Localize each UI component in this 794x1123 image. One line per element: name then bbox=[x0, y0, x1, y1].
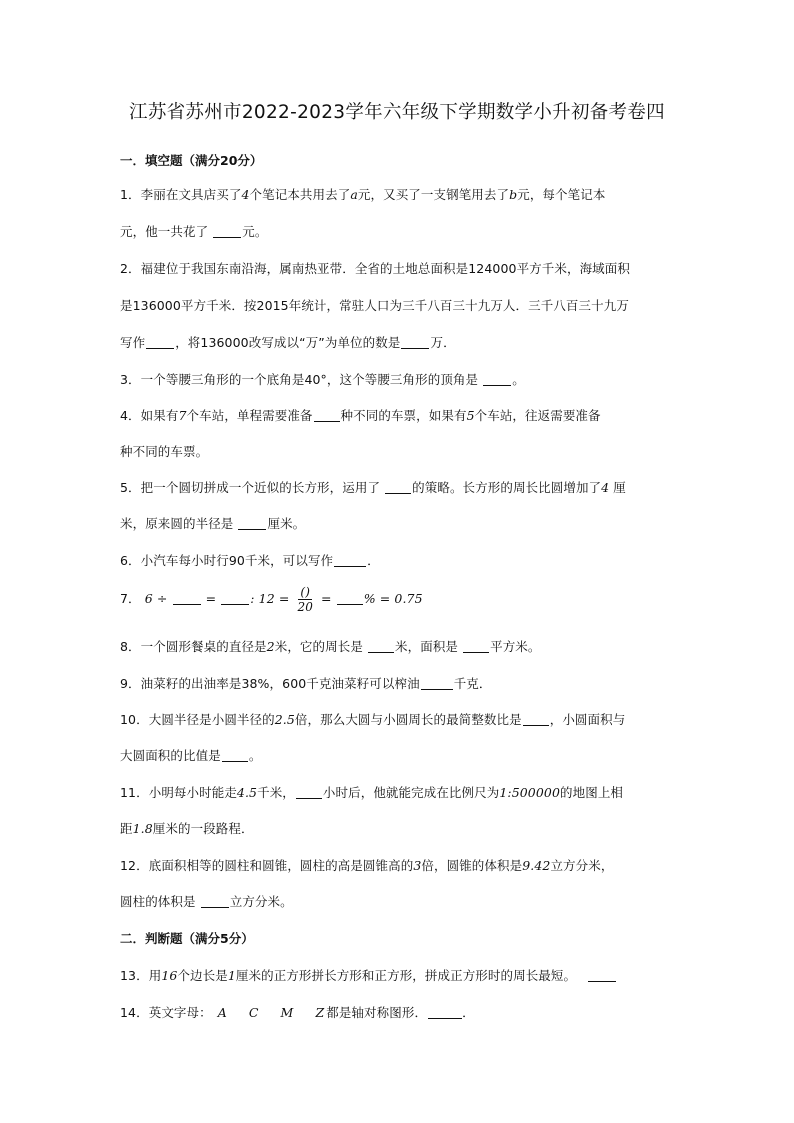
question-13: 13．用16个边长是1厘米的正方形拼长方形和正方形，拼成正方形时的周长最短。 bbox=[120, 966, 617, 984]
answer-blank[interactable] bbox=[213, 224, 241, 238]
question-1-line-2: 元，他一共花了 元。 bbox=[120, 224, 268, 239]
question-2-line-3: 写作 ，将136000改写成以“万”为单位的数是 万． bbox=[120, 335, 456, 350]
question-3: 3．一个等腰三角形的一个底角是40°，这个等腰三角形的顶角是 。 bbox=[120, 372, 525, 387]
question-14: 14．英文字母： A C M Z 都是轴对称图形． ． bbox=[120, 1005, 475, 1020]
question-1: 1．李丽在文具店买了4个笔记本共用去了a元，又买了一支钢笔用去了b元，每个笔记本 bbox=[120, 187, 606, 202]
question-11-line-2: 距1.8厘米的一段路程． bbox=[120, 821, 254, 836]
question-7: 7． 6 ÷ = : 12 = $\frac{()}{20}$ = % = 0.75 bbox=[120, 585, 423, 614]
letter: Z bbox=[315, 1005, 325, 1020]
answer-blank[interactable] bbox=[201, 894, 229, 908]
question-9: 9．油菜籽的出油率是38%，600千克油菜籽可以榨油 千克． bbox=[120, 676, 492, 691]
answer-blank[interactable] bbox=[401, 335, 429, 349]
question-4-line-2: 种不同的车票。 bbox=[120, 444, 209, 459]
answer-blank[interactable] bbox=[296, 785, 322, 799]
section-2-heading: 二．判断题（满分5分） bbox=[120, 931, 254, 946]
answer-blank[interactable] bbox=[385, 480, 411, 494]
answer-blank[interactable] bbox=[523, 712, 549, 726]
section-1-heading: 一．填空题（满分20分） bbox=[120, 153, 263, 168]
answer-blank[interactable] bbox=[314, 408, 340, 422]
question-2: 2．福建位于我国东南沿海，属南热亚带．全省的土地总面积是124000平方千米，海域面积 bbox=[120, 261, 630, 276]
answer-blank[interactable] bbox=[173, 591, 201, 605]
question-4: 4．如果有7个车站，单程需要准备 种不同的车票，如果有5个车站，往返需要准备 bbox=[120, 408, 601, 423]
question-11: 11．小明每小时能走4.5千米， 小时后，他就能完成在比例尺为1:500000的地图上相 bbox=[120, 785, 624, 800]
fraction: $\frac{()}{20}$ bbox=[297, 585, 313, 614]
question-5-line-2: 米，原来圆的半径是 厘米。 bbox=[120, 516, 306, 531]
question-6: 6．小汽车每小时行90千米，可以写作 ． bbox=[120, 553, 380, 568]
letter: C bbox=[248, 1005, 259, 1020]
answer-blank[interactable] bbox=[483, 372, 511, 386]
question-12-line-2: 圆柱的体积是 立方分米。 bbox=[120, 894, 293, 909]
letter: A bbox=[217, 1005, 227, 1020]
question-8: 8．一个圆形餐桌的直径是2米，它的周长是 米，面积是 平方米。 bbox=[120, 639, 541, 654]
letter: M bbox=[280, 1005, 294, 1020]
answer-blank[interactable] bbox=[221, 591, 249, 605]
answer-blank[interactable] bbox=[428, 1005, 462, 1019]
exam-title: 江苏省苏州市2022-2023学年六年级下学期数学小升初备考卷四 bbox=[129, 102, 665, 123]
question-10-line-2: 大圆面积的比值是 。 bbox=[120, 748, 262, 763]
answer-blank[interactable] bbox=[463, 639, 489, 653]
answer-blank[interactable] bbox=[238, 516, 266, 530]
question-5: 5．把一个圆切拼成一个近似的长方形，运用了 的策略。长方形的周长比圆增加了4 厘 bbox=[120, 480, 626, 495]
answer-blank[interactable] bbox=[222, 748, 248, 762]
question-10: 10．大圆半径是小圆半径的2.5倍，那么大圆与小圆周长的最简整数比是 ，小圆面积与 bbox=[120, 712, 626, 727]
question-12: 12．底面积相等的圆柱和圆锥，圆柱的高是圆锥高的3倍，圆锥的体积是9.42立方分米， bbox=[120, 858, 614, 873]
answer-blank[interactable] bbox=[588, 968, 616, 982]
answer-blank[interactable] bbox=[337, 591, 363, 605]
answer-blank[interactable] bbox=[334, 553, 366, 567]
answer-blank[interactable] bbox=[421, 676, 453, 690]
answer-blank[interactable] bbox=[146, 335, 174, 349]
question-2-line-2: 是136000平方千米．按2015年统计，常驻人口为三千八百三十九万人．三千八百三十九万 bbox=[120, 298, 629, 313]
answer-blank[interactable] bbox=[368, 639, 394, 653]
